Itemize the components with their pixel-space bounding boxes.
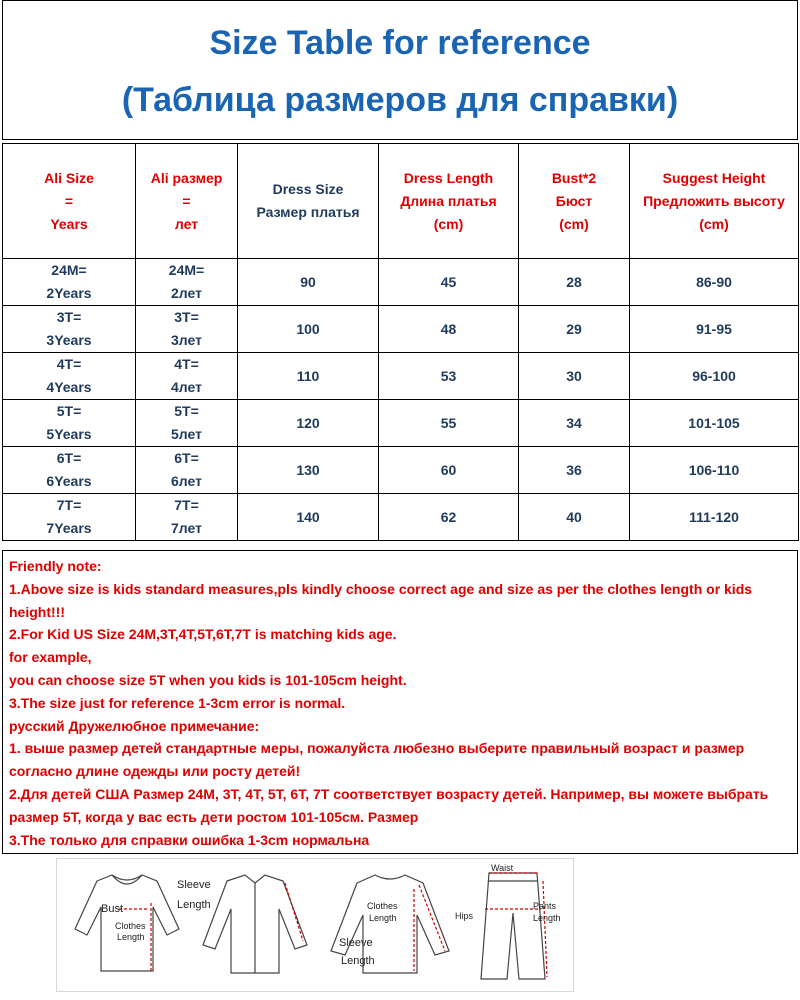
note-line: 2.For Kid US Size 24M,3T,4T,5T,6T,7T is matching kids age.	[9, 626, 397, 643]
dress-length-cell-text: 45	[440, 273, 457, 290]
note-line: 3.The только для справки ошибка 1-3cm нормальна	[9, 831, 370, 848]
table-row	[3, 353, 799, 400]
dress-length-cell-text: 60	[440, 461, 457, 478]
dress-size-cell	[238, 259, 379, 306]
dress-length-cell	[379, 306, 519, 353]
size-table	[2, 143, 799, 541]
clothes-length-label: Clothes	[367, 901, 398, 911]
dress-size-cell-text: 90	[300, 273, 316, 290]
bust-cell	[519, 447, 630, 494]
ali-size-cell-text: 6Years	[46, 473, 92, 489]
dress-size-cell-text: 110	[296, 367, 320, 384]
ali-size-cell-text: 7T=	[56, 497, 82, 513]
column-header-text: Длина платья	[400, 192, 497, 209]
sleeve-length-label: Sleeve	[339, 937, 373, 949]
bust-cell	[519, 353, 630, 400]
bust-cell-text: 29	[566, 320, 582, 337]
suggest-height-cell	[630, 306, 799, 353]
bust-cell	[519, 494, 630, 541]
note-line: you can choose size 5T when you kids is 101-105cm height.	[9, 671, 407, 688]
column-header-text: Dress Length	[403, 169, 494, 186]
suggest-height-cell-text: 86-90	[696, 273, 732, 290]
column-header-text: Предложить высоту	[643, 192, 785, 209]
dress-size-cell-text: 100	[296, 320, 320, 337]
dress-size-cell-text: 120	[296, 414, 320, 431]
table-row	[3, 447, 799, 494]
measurement-illustration	[56, 858, 574, 992]
pants-icon	[481, 873, 545, 979]
ali-size-cell-text: 5Years	[46, 426, 92, 442]
suggest-height-cell-text: 101-105	[688, 414, 740, 431]
sleeve-length-label: Length	[341, 955, 375, 967]
ali-size-ru-cell	[136, 494, 238, 541]
column-header-text: Ali размер	[150, 169, 223, 186]
ali-size-ru-cell-text: 4T=	[174, 356, 199, 372]
suggest-height-cell-text: 111-120	[689, 508, 739, 525]
column-header-text: лет	[174, 215, 199, 232]
ali-size-ru-cell-text: 6лет	[171, 473, 202, 489]
dress-size-cell-text: 140	[296, 508, 320, 525]
ali-size-cell	[3, 494, 136, 541]
waist-label: Waist	[491, 863, 514, 873]
ali-size-cell	[3, 259, 136, 306]
column-header	[519, 144, 630, 259]
page-title: Size Table for reference	[209, 24, 591, 62]
bust-cell-text: 28	[566, 273, 582, 290]
column-header-text: Suggest Height	[662, 169, 766, 186]
friendly-note	[2, 550, 798, 854]
ali-size-ru-cell	[136, 306, 238, 353]
ali-size-cell	[3, 447, 136, 494]
ali-size-cell-text: 6T=	[56, 450, 82, 466]
ali-size-ru-cell-text: 5T=	[174, 403, 199, 419]
suggest-height-cell-text: 96-100	[692, 367, 736, 384]
pants-length-label: Length	[533, 913, 561, 923]
dress-length-cell	[379, 400, 519, 447]
note-line: 1. выше размер детей стандартные меры, пожалуйста любезно выберите правильный возраст и размер согласно длине одежды или росту детей!	[9, 740, 745, 780]
dress-length-cell-text: 48	[440, 320, 457, 337]
ali-size-ru-cell	[136, 353, 238, 400]
column-header-text: (cm)	[559, 215, 589, 232]
table-row	[3, 259, 799, 306]
ali-size-cell-text: 3T=	[56, 309, 82, 325]
column-header	[238, 144, 379, 259]
bust-label: Bust	[101, 903, 124, 915]
dress-size-cell	[238, 494, 379, 541]
column-header-text: Years	[50, 215, 88, 232]
ali-size-cell-text: 4T=	[56, 356, 82, 372]
ali-size-cell-text: 3Years	[46, 332, 92, 348]
bust-cell	[519, 400, 630, 447]
note-line: for example,	[9, 649, 92, 666]
suggest-height-cell-text: 106-110	[688, 461, 740, 478]
column-header-text: Bust*2	[551, 169, 597, 186]
dress-length-cell-text: 55	[440, 414, 457, 431]
ali-size-ru-cell-text: 6T=	[174, 450, 199, 466]
ali-size-ru-cell-text: 3T=	[174, 309, 199, 325]
column-header-text: Ali Size	[44, 169, 94, 186]
hips-label: Hips	[455, 911, 474, 921]
table-row	[3, 306, 799, 353]
bust-cell	[519, 306, 630, 353]
column-header-text: Бюст	[555, 192, 593, 209]
ali-size-cell	[3, 400, 136, 447]
dress-length-cell	[379, 447, 519, 494]
bust-cell-text: 36	[566, 461, 582, 478]
ali-size-ru-cell-text: 24M=	[168, 262, 205, 278]
suggest-height-cell	[630, 259, 799, 306]
note-line: 2.Для детей США Размер 24M, 3T, 4T, 5T, 6T, 7T соответствует возрасту детей. Например, вы можете выбрать размер 5T, когда у вас есть дети ростом 101-105см. Размер	[9, 785, 769, 825]
clothes-length-label: Length	[369, 913, 397, 923]
ali-size-ru-cell	[136, 259, 238, 306]
suggest-height-cell	[630, 494, 799, 541]
ali-size-ru-cell	[136, 447, 238, 494]
dress-length-cell-text: 62	[440, 508, 457, 525]
ali-size-ru-cell-text: 4лет	[171, 379, 202, 395]
ali-size-cell-text: 7Years	[46, 520, 92, 536]
column-header	[630, 144, 799, 259]
note-line: 1.Above size is kids standard measures,pls kindly choose correct age and size as per the clothes length or kids height!!!	[9, 580, 753, 620]
clothes-length-label: Length	[117, 932, 145, 942]
dress-length-cell	[379, 353, 519, 400]
suggest-height-cell	[630, 400, 799, 447]
dress-size-cell	[238, 306, 379, 353]
dress-length-cell	[379, 494, 519, 541]
column-header-text: (cm)	[433, 215, 464, 232]
table-row	[3, 494, 799, 541]
dress-size-cell-text: 130	[296, 461, 320, 478]
dress-length-cell	[379, 259, 519, 306]
ali-size-cell	[3, 306, 136, 353]
column-header	[136, 144, 238, 259]
clothes-length-label: Clothes	[115, 921, 146, 931]
suggest-height-cell-text: 91-95	[696, 320, 732, 337]
column-header	[3, 144, 136, 259]
bust-cell	[519, 259, 630, 306]
column-header	[379, 144, 519, 259]
table-header-row	[3, 144, 799, 259]
ali-size-ru-cell-text: 3лет	[171, 332, 202, 348]
ali-size-cell-text: 2Years	[46, 285, 92, 301]
ali-size-ru-cell	[136, 400, 238, 447]
dress-length-cell-text: 53	[440, 367, 457, 384]
dress-size-cell	[238, 447, 379, 494]
bust-cell-text: 34	[566, 414, 582, 431]
suggest-height-cell	[630, 353, 799, 400]
column-header-text: =	[182, 192, 191, 209]
bust-cell-text: 30	[566, 367, 582, 384]
note-line: русский Дружелюбное примечание:	[9, 717, 260, 734]
table-row	[3, 400, 799, 447]
sleeve-length-label: Length	[177, 899, 211, 911]
note-heading: Friendly note:	[9, 558, 102, 574]
ali-size-cell-text: 4Years	[46, 379, 92, 395]
pants-length-label: Pants	[533, 901, 557, 911]
title-header	[2, 0, 798, 140]
dress-size-cell	[238, 353, 379, 400]
column-header-text: =	[64, 192, 74, 209]
ali-size-ru-cell-text: 7лет	[171, 520, 202, 536]
column-header-text: Dress Size	[272, 181, 344, 197]
page-subtitle: (Таблица размеров для справки)	[121, 81, 679, 119]
column-header-text: Размер платья	[256, 204, 360, 220]
dress-size-cell	[238, 400, 379, 447]
suggest-height-cell	[630, 447, 799, 494]
bust-cell-text: 40	[566, 508, 582, 525]
ali-size-cell-text: 24M=	[51, 262, 87, 278]
column-header-text: (cm)	[699, 215, 729, 232]
sleeve-length-label: Sleeve	[177, 879, 211, 891]
ali-size-cell-text: 5T=	[56, 403, 82, 419]
ali-size-cell	[3, 353, 136, 400]
ali-size-ru-cell-text: 5лет	[171, 426, 202, 442]
ali-size-ru-cell-text: 2лет	[171, 285, 202, 301]
note-line: 3.The size just for reference 1-3cm error is normal.	[9, 694, 346, 711]
ali-size-ru-cell-text: 7T=	[174, 497, 199, 513]
